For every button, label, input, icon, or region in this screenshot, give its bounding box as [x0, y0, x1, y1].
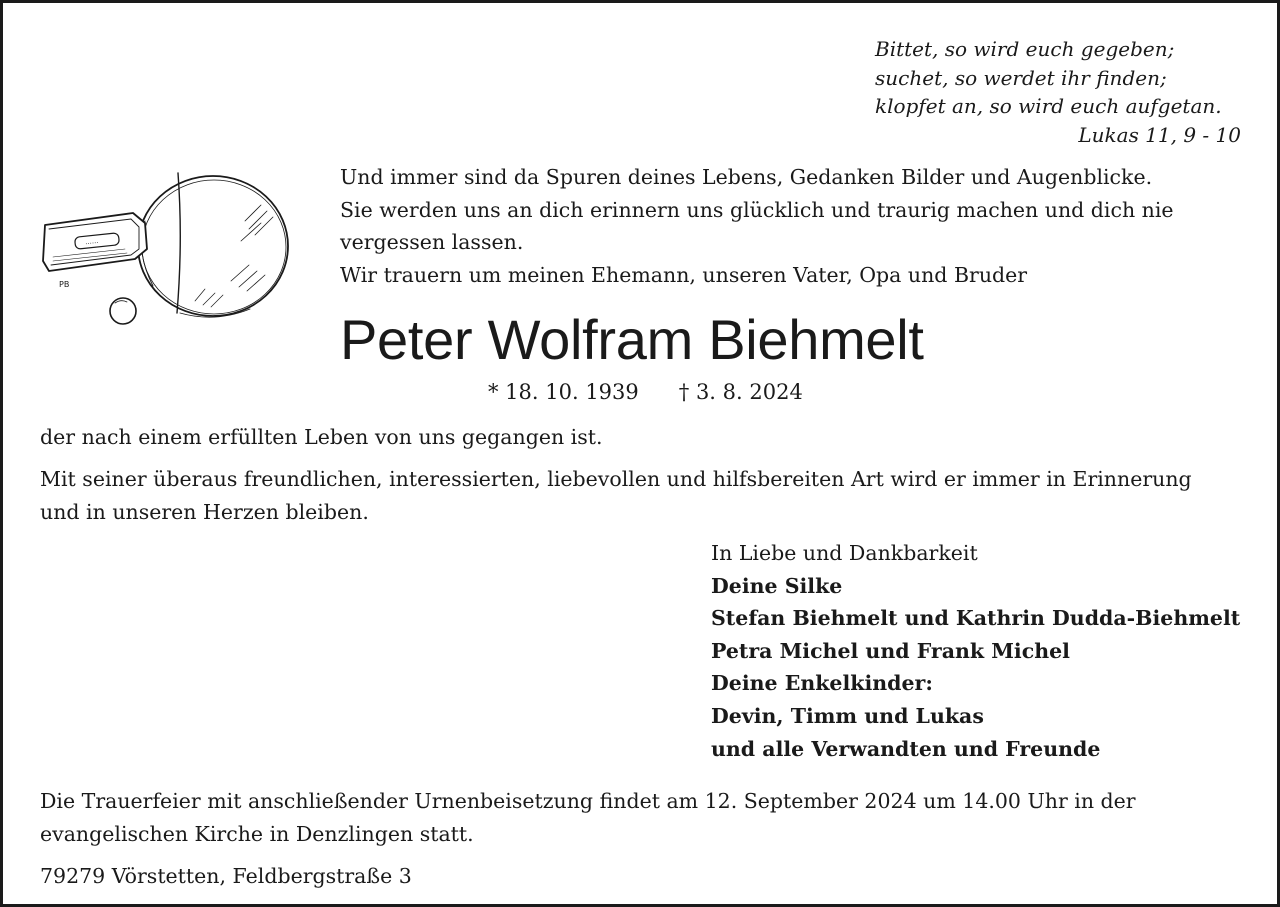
intro-line: Sie werden uns an dich erinnern uns glücklich und traurig machen und dich nie	[340, 197, 1174, 222]
intro-line: vergessen lassen.	[340, 230, 524, 254]
verse-line: suchet, so werdet ihr finden;	[875, 65, 1167, 90]
mourner-name: Deine Enkelkinder:	[711, 671, 933, 696]
funeral-line: Die Trauerfeier mit anschließender Urnenbeisetzung findet am 12. September 2024 um 14.00 Uhr in der	[40, 789, 1136, 813]
intro-line: Wir trauern um meinen Ehemann, unseren Vater, Opa und Bruder	[340, 262, 1028, 287]
signoff-greeting: In Liebe und Dankbarkeit	[711, 541, 978, 565]
deceased-name: Peter Wolfram Biehmelt	[340, 308, 924, 371]
bible-verse	[875, 35, 1222, 121]
memory-line: und in unseren Herzen bleiben.	[40, 499, 369, 524]
mourner-name: und alle Verwandten und Freunde	[711, 736, 1101, 761]
mourner-name: Petra Michel und Frank Michel	[711, 638, 1070, 663]
verse-reference: Lukas 11, 9 - 10	[1078, 123, 1241, 147]
birth-date: * 18. 10. 1939	[488, 380, 639, 404]
death-date: † 3. 8. 2024	[678, 380, 803, 404]
passing-text: der nach einem erfüllten Leben von uns gegangen ist.	[40, 425, 603, 449]
intro-line: Und immer sind da Spuren deines Lebens, Gedanken Bilder und Augenblicke.	[340, 165, 1153, 189]
funeral-details	[40, 785, 1136, 850]
verse-line: klopfet an, so wird euch aufgetan.	[875, 94, 1222, 118]
mourner-name: Deine Silke	[711, 573, 843, 598]
life-dates	[488, 377, 803, 407]
family-address: 79279 Vörstetten, Feldbergstraße 3	[40, 864, 412, 888]
mourner-name: Devin, Timm und Lukas	[711, 703, 984, 728]
intro-text	[340, 161, 1174, 291]
artist-signature: PB	[59, 280, 70, 289]
table-tennis-paddle-icon	[35, 161, 295, 331]
funeral-line: evangelischen Kirche in Denzlingen statt.	[40, 821, 474, 846]
verse-line: Bittet, so wird euch gegeben;	[875, 37, 1175, 61]
mourners-signoff	[711, 537, 1240, 765]
paddle-handle-inscription: ······	[84, 238, 99, 249]
memory-text	[40, 463, 1192, 528]
mourner-name: Stefan Biehmelt und Kathrin Dudda-Biehmelt	[711, 606, 1241, 631]
memory-line: Mit seiner überaus freundlichen, interessierten, liebevollen und hilfsbereiten Art wird er immer in Erinnerung	[40, 467, 1192, 491]
